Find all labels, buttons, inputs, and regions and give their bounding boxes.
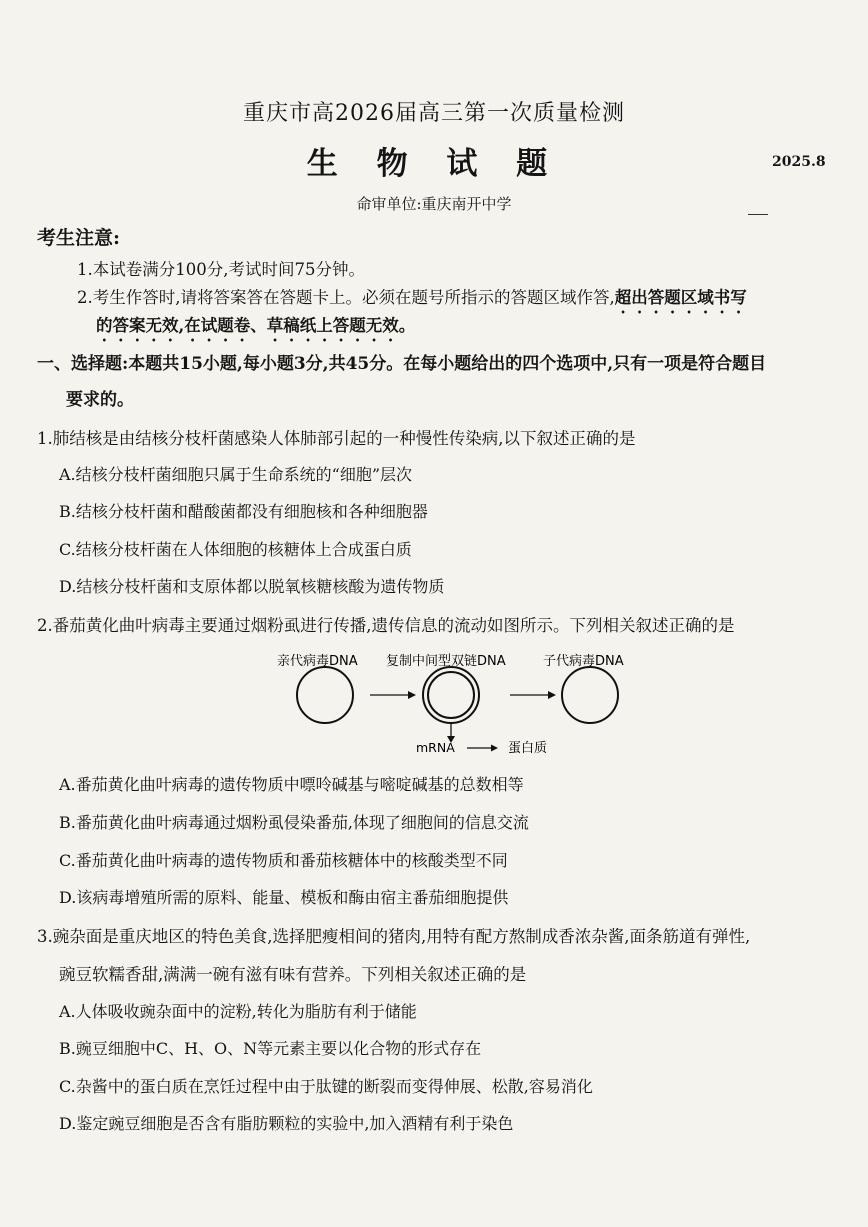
question-2-option-b: B.番茄黄化曲叶病毒通过烟粉虱侵染番茄,体现了细胞间的信息交流 [59, 813, 529, 832]
question-3-option-c: C.杂酱中的蛋白质在烹饪过程中由于肽键的断裂而变得伸展、松散,容易消化 [59, 1077, 593, 1096]
label-intermediate-dna: 复制中间型双链DNA [386, 654, 506, 669]
question-1-stem: 1.肺结核是由结核分枝杆菌感染人体肺部引起的一种慢性传染病,以下叙述正确的是 [37, 429, 636, 448]
subject-title: 生 物 试 题 [306, 146, 562, 182]
arrow-right-icon [467, 745, 498, 752]
notice-item-2-text: 2.考生作答时,请将答案答在答题卡上。必须在题号所指示的答题区域作答, [77, 288, 615, 307]
question-1-option-a: A.结核分枝杆菌细胞只属于生命系统的“细胞”层次 [59, 465, 413, 484]
question-2-option-c: C.番茄黄化曲叶病毒的遗传物质和番茄核糖体中的核酸类型不同 [59, 851, 508, 870]
question-1-option-b: B.结核分枝杆菌和醋酸菌都没有细胞核和各种细胞器 [59, 502, 428, 521]
question-2-stem: 2.番茄黄化曲叶病毒主要通过烟粉虱进行传播,遗传信息的流动如图所示。下列相关叙述正确的是 [37, 616, 735, 635]
label-mrna: mRNA [416, 740, 455, 755]
question-3-option-b: B.豌豆细胞中C、H、O、N等元素主要以化合物的形式存在 [59, 1039, 482, 1058]
dna-flow-diagram [260, 645, 660, 760]
notice-heading: 考生注意: [37, 227, 121, 249]
section-heading-line2: 要求的。 [66, 390, 134, 410]
intermediate-dna-inner-circle [428, 672, 474, 718]
question-3-stem-line1: 3.豌杂面是重庆地区的特色美食,选择肥瘦相间的猪肉,用特有配方熬制成香浓杂酱,面条筋道有弹性, [37, 927, 751, 946]
parent-dna-circle [297, 667, 353, 723]
question-3-option-a: A.人体吸收豌杂面中的淀粉,转化为脂肪有利于储能 [59, 1002, 417, 1021]
exam-date: 2025.8 [772, 154, 826, 170]
label-protein: 蛋白质 [508, 741, 548, 756]
question-2-option-a: A.番茄黄化曲叶病毒的遗传物质中嘌呤碱基与嘧啶碱基的总数相等 [59, 775, 524, 794]
notice-item-2-emphasis-b: 的答案无效,在试题卷、草稿纸上答题无效。 [96, 316, 416, 335]
divider [748, 214, 768, 215]
section-heading-line1: 一、选择题:本题共15小题,每小题3分,共45分。在每小题给出的四个选项中,只有一项是符合题目 [37, 354, 767, 374]
question-2-option-d: D.该病毒增殖所需的原料、能量、模板和酶由宿主番茄细胞提供 [59, 888, 509, 907]
notice-item-1: 1.本试卷满分100分,考试时间75分钟。 [77, 260, 365, 279]
intermediate-dna-outer-circle [423, 667, 479, 723]
child-dna-circle [562, 667, 618, 723]
setter-unit: 命审单位:重庆南开中学 [356, 195, 512, 213]
label-child-dna: 子代病毒DNA [543, 654, 624, 669]
question-3-stem-line2: 豌豆软糯香甜,满满一碗有滋有味有营养。下列相关叙述正确的是 [59, 965, 527, 984]
question-1-option-c: C.结核分枝杆菌在人体细胞的核糖体上合成蛋白质 [59, 540, 412, 559]
arrow-right-icon [510, 691, 556, 699]
notice-item-2-emphasis-a: 超出答题区域书写 [614, 288, 747, 307]
question-3-option-d: D.鉴定豌豆细胞是否含有脂肪颗粒的实验中,加入酒精有利于染色 [59, 1114, 514, 1133]
exam-name: 重庆市高2026届高三第一次质量检测 [243, 101, 625, 126]
label-parent-dna: 亲代病毒DNA [277, 654, 358, 669]
arrow-right-icon [370, 691, 416, 699]
question-1-option-d: D.结核分枝杆菌和支原体都以脱氧核糖核酸为遗传物质 [59, 577, 445, 596]
